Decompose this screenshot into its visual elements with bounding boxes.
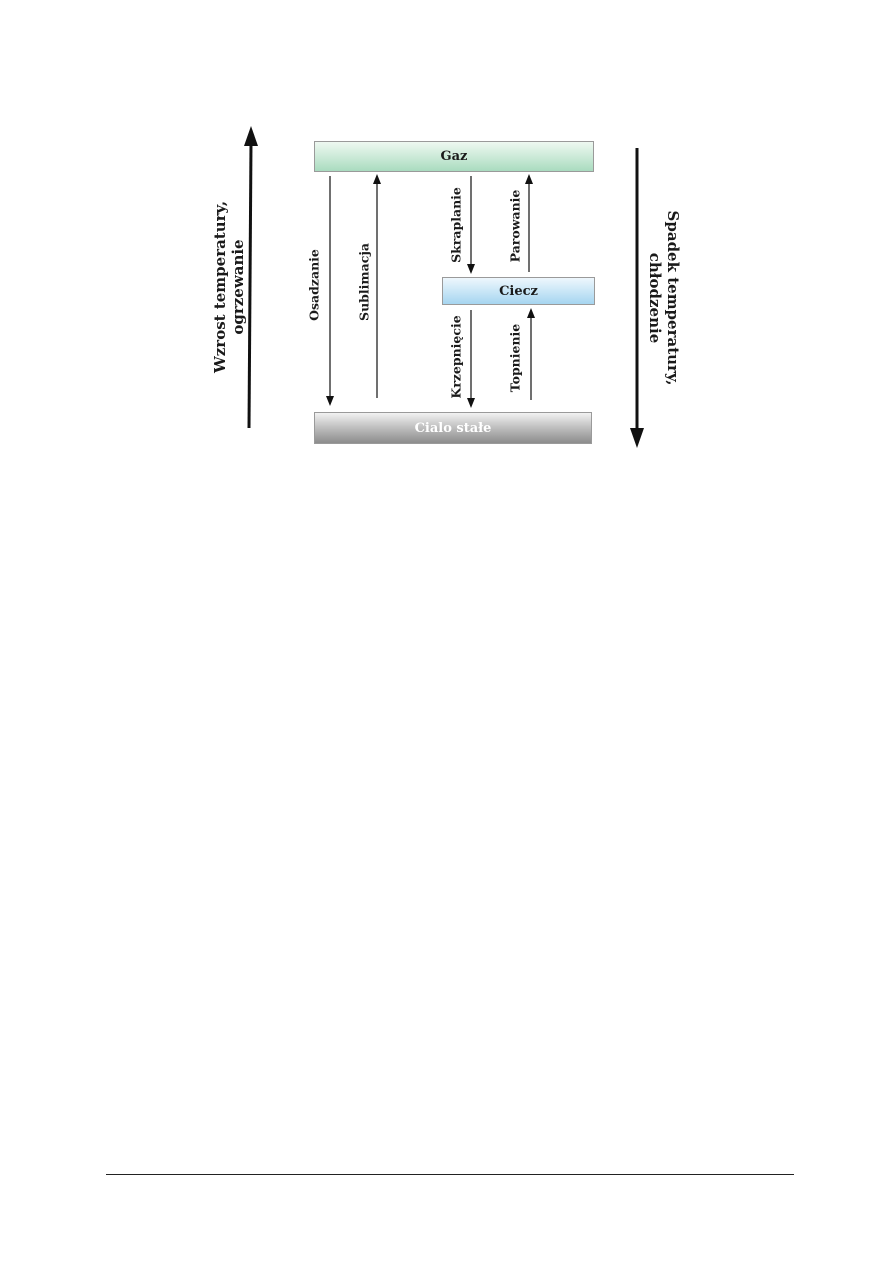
condensation-label: Skraplanie	[448, 187, 464, 263]
melting-arrow	[527, 308, 535, 400]
freezing-label: Krzepnięcie	[448, 315, 464, 399]
deposition-label: Osadzanie	[306, 249, 322, 321]
heating-label-line2: ogrzewanie	[229, 239, 247, 335]
deposition-arrow	[326, 176, 334, 406]
cooling-label-line2: chłodzenie	[646, 252, 664, 344]
heating-label-line1: Wzrost temperatury,	[211, 200, 229, 374]
liquid-state-box: Ciecz	[442, 277, 595, 305]
melting-label: Topnienie	[507, 323, 523, 393]
gas-state-box: Gaz	[314, 141, 594, 172]
heating-label	[211, 201, 247, 373]
phase-transition-diagram	[0, 0, 893, 520]
sublimation-arrow	[373, 174, 381, 398]
vaporization-label: Parowanie	[507, 189, 523, 263]
cooling-arrow	[630, 148, 644, 448]
solid-state-box: Cialo stałe	[314, 412, 592, 444]
freezing-arrow	[467, 310, 475, 408]
cooling-label-line1: Spadek temperatury,	[664, 210, 682, 386]
condensation-arrow	[467, 176, 475, 274]
vaporization-arrow	[525, 174, 533, 272]
sublimation-label: Sublimacja	[356, 243, 372, 321]
footer-rule	[106, 1174, 794, 1175]
cooling-label	[646, 211, 682, 386]
